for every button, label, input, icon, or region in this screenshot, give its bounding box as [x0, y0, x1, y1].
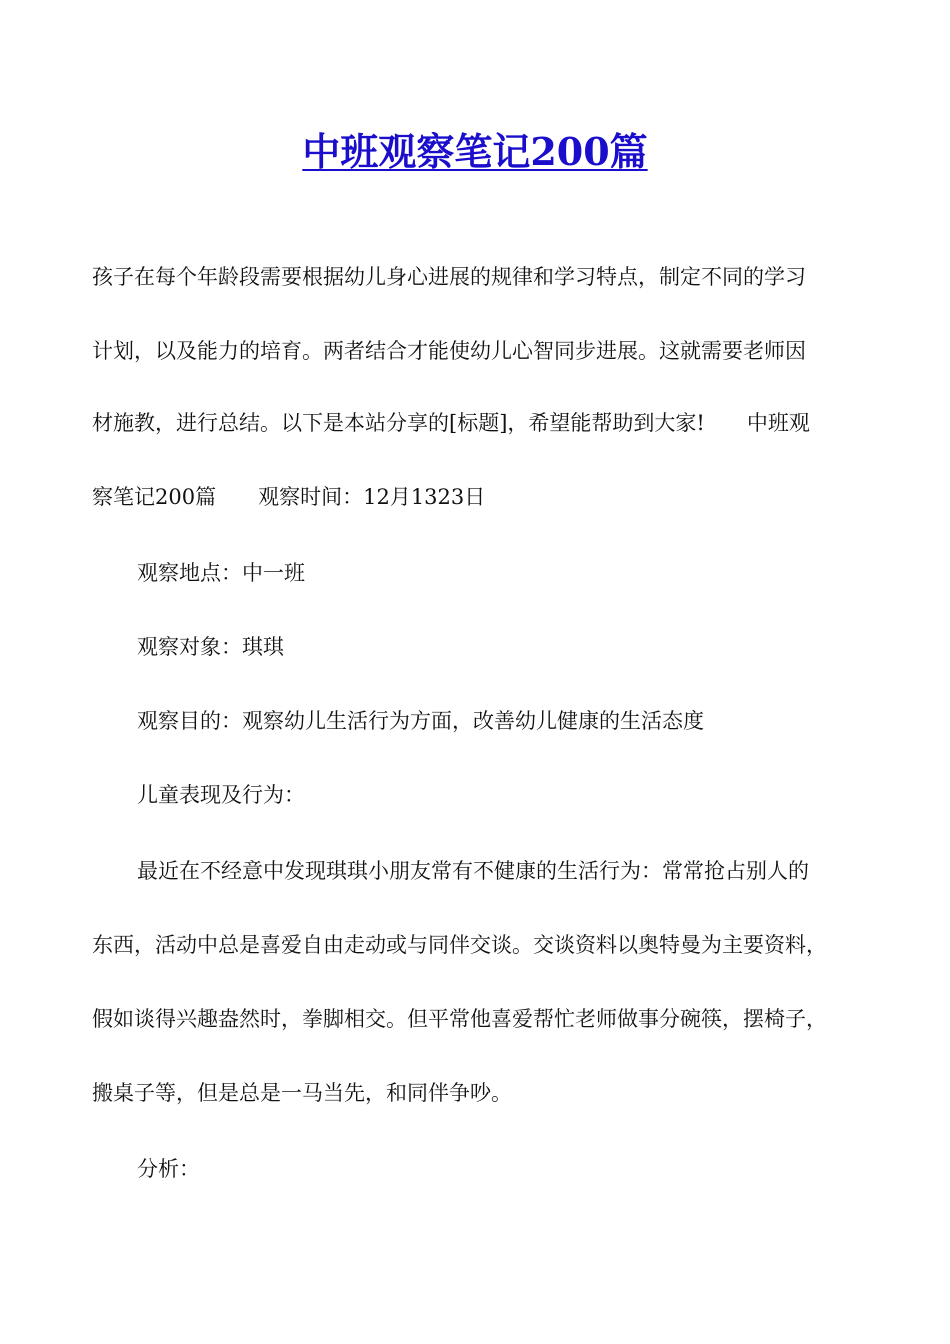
observation-time: 观察时间：12月1323日 [258, 485, 486, 509]
intro-line-4-text: 察笔记200篇 [92, 485, 217, 509]
observation-subject: 观察对象：琪琪 [137, 635, 284, 659]
behavior-line-4: 搬桌子等，但是总是一马当先，和同伴争吵。 [92, 1081, 512, 1105]
intro-line-4 [92, 482, 485, 512]
behavior-line-3: 假如谈得兴趣盎然时，拳脚相交。但平常他喜爱帮忙老师做事分碗筷，摆椅子， [92, 1007, 827, 1031]
intro-line-3 [92, 408, 810, 438]
behavior-line-1: 最近在不经意中发现琪琪小朋友常有不健康的生活行为：常常抢占别人的 [137, 859, 809, 883]
intro-line-2: 计划，以及能力的培育。两者结合才能使幼儿心智同步进展。这就需要老师因 [92, 339, 806, 363]
observation-purpose: 观察目的：观察幼儿生活行为方面，改善幼儿健康的生活态度 [137, 709, 704, 733]
intro-line-1: 孩子在每个年龄段需要根据幼儿身心进展的规律和学习特点，制定不同的学习 [92, 265, 806, 289]
intro-line-3-text: 材施教，进行总结。以下是本站分享的[标题]，希望能帮助到大家! [92, 411, 705, 435]
title-link[interactable]: 中班观察笔记200篇 [302, 129, 648, 174]
page-title [0, 124, 950, 180]
behavior-heading: 儿童表现及行为： [137, 783, 305, 807]
observation-location: 观察地点：中一班 [137, 561, 305, 585]
analysis-heading: 分析： [137, 1157, 200, 1181]
intro-line-3-tail: 中班观 [746, 411, 810, 435]
behavior-line-2: 东西，活动中总是喜爱自由走动或与同伴交谈。交谈资料以奥特曼为主要资料， [92, 933, 827, 957]
